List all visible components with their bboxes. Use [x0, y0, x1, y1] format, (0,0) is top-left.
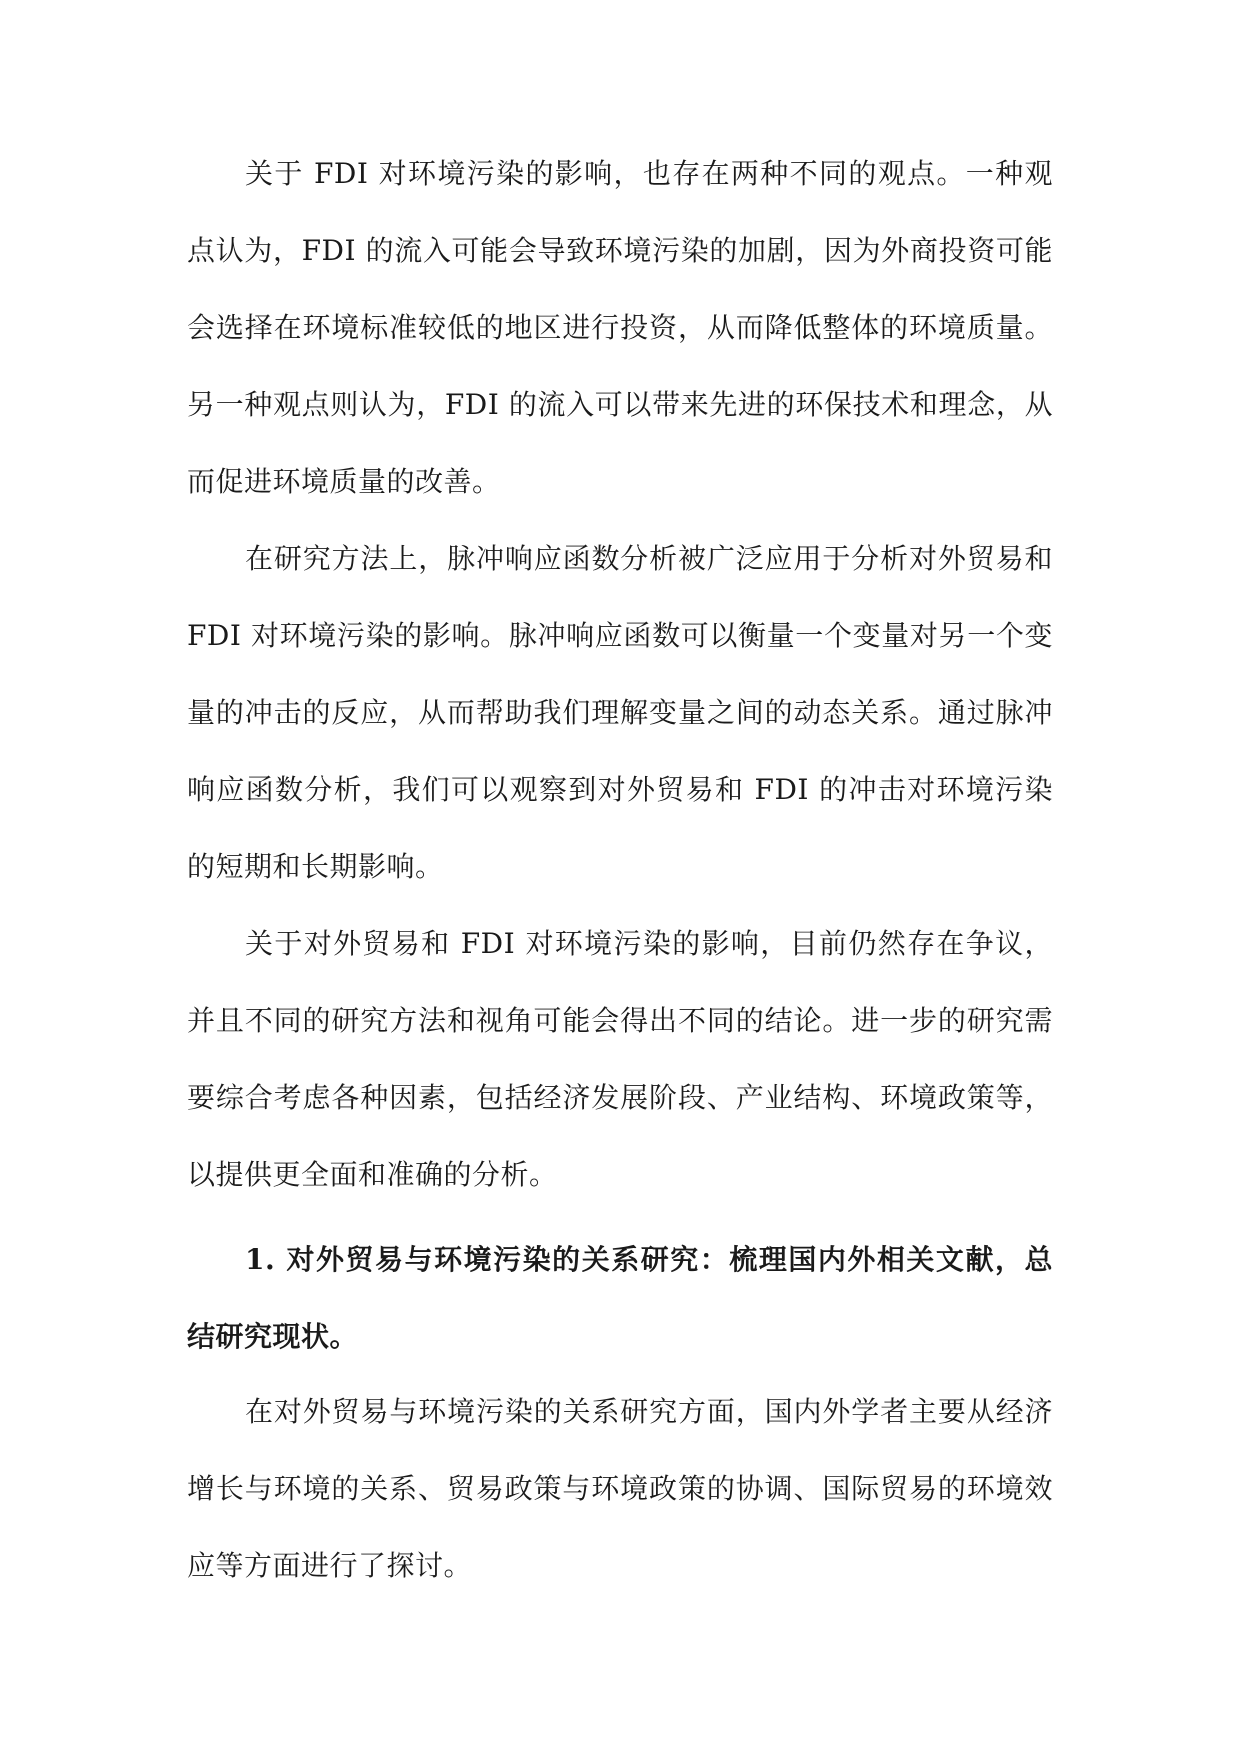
body-paragraph: 在研究方法上，脉冲响应函数分析被广泛应用于分析对外贸易和 FDI 对环境污染的影响。脉冲响应函数可以衡量一个变量对另一个变量的冲击的反应，从而帮助我们理解变量之间的动态关系。通过脉冲响应函数分析，我们可以观察到对外贸易和 FDI 的冲击对环境污染的短期和长期影响。	[187, 542, 1053, 883]
section-heading: 1. 对外贸易与环境污染的关系研究：梳理国内外相关文献，总结研究现状。	[187, 1243, 1053, 1353]
body-paragraph: 关于 FDI 对环境污染的影响，也存在两种不同的观点。一种观点认为，FDI 的流入可能会导致环境污染的加剧，因为外商投资可能会选择在环境标准较低的地区进行投资，从而降低整体的环境质量。另一种观点则认为，FDI 的流入可以带来先进的环保技术和理念，从而促进环境质量的改善。	[187, 157, 1053, 498]
body-paragraph: 关于对外贸易和 FDI 对环境污染的影响，目前仍然存在争议，并且不同的研究方法和视角可能会得出不同的结论。进一步的研究需要综合考虑各种因素，包括经济发展阶段、产业结构、环境政策等，以提供更全面和准确的分析。	[187, 927, 1053, 1191]
body-paragraph: 在对外贸易与环境污染的关系研究方面，国内外学者主要从经济增长与环境的关系、贸易政策与环境政策的协调、国际贸易的环境效应等方面进行了探讨。	[187, 1395, 1053, 1582]
